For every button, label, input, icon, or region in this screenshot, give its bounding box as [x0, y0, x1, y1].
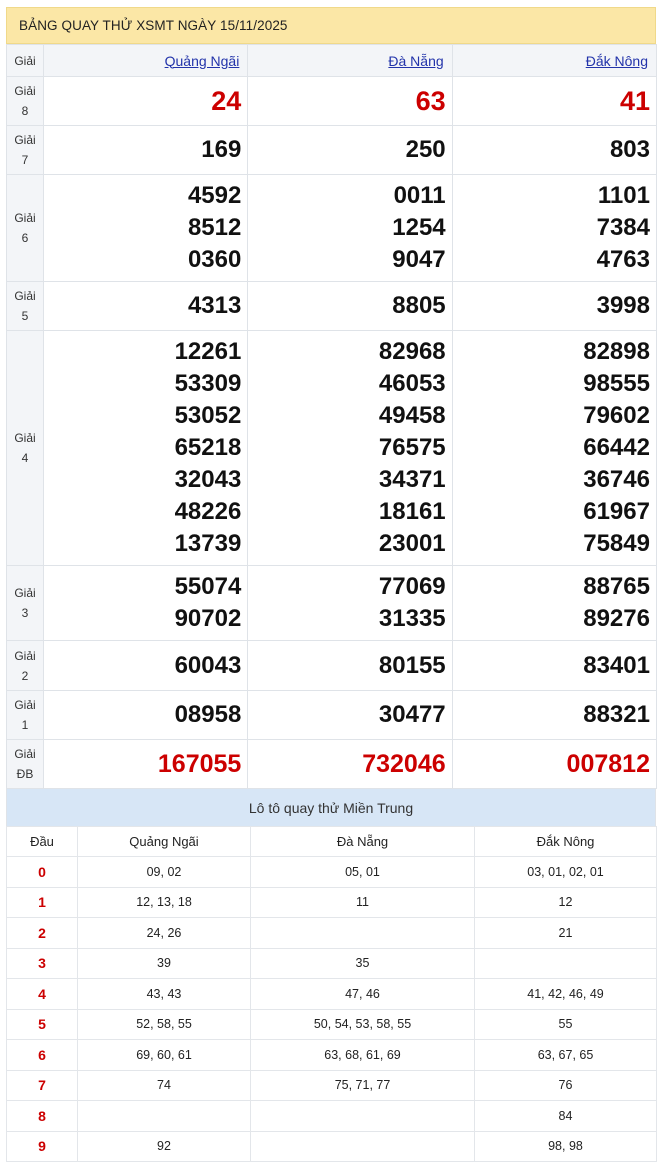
loto-cell: 35 [251, 948, 475, 979]
loto-cell: 84 [475, 1101, 657, 1132]
loto-cell: 50, 54, 53, 58, 55 [251, 1009, 475, 1040]
prize-number: 89276 [583, 605, 650, 632]
prize-row [7, 331, 657, 566]
prize-cell [452, 175, 656, 282]
prize-row [7, 641, 657, 691]
prize-number: 88765 [583, 573, 650, 600]
prize-number: 60043 [174, 651, 242, 679]
prize-row [7, 126, 657, 175]
prize-number: 80155 [378, 651, 446, 679]
prize-label-top: Giải [14, 289, 36, 303]
prize-cell [452, 77, 656, 126]
prize-row [7, 282, 657, 331]
prize-label-top: Giải [14, 84, 36, 98]
prize-number: 77069 [378, 573, 446, 600]
prize-number: 0360 [187, 246, 242, 273]
loto-cell [78, 1101, 251, 1132]
loto-cell: 24, 26 [78, 918, 251, 949]
loto-row [7, 857, 657, 888]
prize-cell [44, 566, 248, 641]
prize-cell [452, 126, 656, 175]
loto-cell: 05, 01 [251, 857, 475, 888]
prize-label [7, 331, 44, 566]
loto-head-digit: 0 [7, 857, 78, 888]
prize-number: 36746 [583, 466, 650, 493]
prize-number: 75849 [583, 530, 650, 557]
loto-head-digit: 1 [7, 887, 78, 918]
prize-number: 61967 [583, 498, 650, 525]
loto-cell [251, 1131, 475, 1162]
prize-cell [248, 282, 452, 331]
prize-cell [44, 641, 248, 691]
loto-cell: 11 [251, 887, 475, 918]
loto-cell: 21 [475, 918, 657, 949]
prize-number: 18161 [378, 498, 446, 525]
prize-cell [44, 282, 248, 331]
prize-number: 63 [415, 86, 446, 116]
loto-cell: 52, 58, 55 [78, 1009, 251, 1040]
prize-label-bottom: 4 [21, 451, 29, 465]
loto-header-da-nang: Đà Nẵng [251, 827, 475, 857]
province-link[interactable]: Quảng Ngãi [164, 52, 240, 69]
prize-number: 1254 [392, 214, 446, 241]
results-header-row [7, 45, 657, 77]
loto-cell: 43, 43 [78, 979, 251, 1010]
loto-cell: 12 [475, 887, 657, 918]
prize-number: 66442 [583, 434, 650, 461]
prize-number: 9047 [392, 246, 446, 273]
province-header-da-nang[interactable] [248, 45, 452, 77]
prize-number: 732046 [362, 750, 446, 778]
prize-row [7, 740, 657, 789]
prize-cell [248, 77, 452, 126]
loto-cell: 41, 42, 46, 49 [475, 979, 657, 1010]
loto-table [6, 826, 657, 1162]
prize-number: 13739 [174, 530, 242, 557]
prize-number: 46053 [378, 370, 446, 397]
prize-label [7, 691, 44, 740]
loto-row [7, 1131, 657, 1162]
prize-label [7, 282, 44, 331]
prize-label-top: Giải [14, 431, 36, 445]
prize-cell [248, 331, 452, 566]
prize-label [7, 175, 44, 282]
results-table [6, 44, 657, 789]
prize-label-top: Giải [14, 211, 36, 225]
prize-number: 169 [201, 136, 242, 163]
loto-cell: 39 [78, 948, 251, 979]
loto-head-digit: 4 [7, 979, 78, 1010]
prize-number: 23001 [378, 530, 446, 557]
loto-cell: 98, 98 [475, 1131, 657, 1162]
loto-row [7, 979, 657, 1010]
prize-number: 49458 [378, 402, 446, 429]
loto-cell [251, 1101, 475, 1132]
prize-number: 76575 [378, 434, 446, 461]
prize-number: 90702 [174, 605, 242, 632]
prize-label-bottom: 8 [21, 104, 29, 118]
prize-number: 4592 [187, 182, 242, 209]
prize-cell [44, 126, 248, 175]
prize-cell [248, 566, 452, 641]
loto-head-digit: 8 [7, 1101, 78, 1132]
prize-label [7, 126, 44, 175]
prize-number: 31335 [378, 605, 446, 632]
prize-cell [248, 740, 452, 789]
province-header-quang-ngai[interactable] [44, 45, 248, 77]
prize-number: 88321 [583, 701, 650, 728]
prize-cell [44, 77, 248, 126]
prize-number: 32043 [174, 466, 242, 493]
prize-number: 803 [609, 136, 650, 163]
loto-cell: 12, 13, 18 [78, 887, 251, 918]
prize-number: 53309 [174, 370, 242, 397]
loto-cell: 55 [475, 1009, 657, 1040]
prize-label-bottom: 7 [21, 153, 29, 167]
prize-label-top: Giải [14, 133, 36, 147]
prize-cell [44, 740, 248, 789]
prize-number: 007812 [566, 750, 650, 778]
loto-cell: 63, 68, 61, 69 [251, 1040, 475, 1071]
prize-label [7, 566, 44, 641]
prize-label-top: Giải [14, 747, 36, 761]
loto-row [7, 887, 657, 918]
loto-row [7, 1070, 657, 1101]
prize-label [7, 77, 44, 126]
loto-cell: 69, 60, 61 [78, 1040, 251, 1071]
prize-label-bottom: ĐB [16, 767, 34, 781]
loto-cell [475, 948, 657, 979]
prize-cell [44, 175, 248, 282]
results-panel [6, 7, 656, 1162]
prize-row [7, 77, 657, 126]
loto-cell: 47, 46 [251, 979, 475, 1010]
loto-head-digit: 5 [7, 1009, 78, 1040]
prize-number: 4313 [187, 292, 242, 319]
loto-cell: 92 [78, 1131, 251, 1162]
prize-cell [452, 331, 656, 566]
prize-number: 7384 [596, 214, 650, 241]
prize-number: 34371 [378, 466, 446, 493]
prize-number: 83401 [583, 651, 650, 679]
loto-cell [251, 918, 475, 949]
prize-number: 250 [405, 136, 446, 163]
prize-row [7, 175, 657, 282]
loto-row [7, 948, 657, 979]
prize-cell [44, 331, 248, 566]
prize-number: 98555 [583, 370, 650, 397]
loto-header-quang-ngai: Quảng Ngãi [78, 827, 251, 857]
header-label: Giải [7, 45, 44, 77]
prize-number: 4763 [596, 246, 650, 273]
prize-cell [452, 566, 656, 641]
loto-row [7, 1009, 657, 1040]
prize-cell [452, 691, 656, 740]
prize-number: 1101 [597, 182, 650, 209]
prize-number: 167055 [157, 750, 242, 778]
prize-cell [248, 691, 452, 740]
prize-cell [452, 740, 656, 789]
loto-row [7, 918, 657, 949]
prize-label-bottom: 5 [21, 309, 29, 323]
prize-row [7, 566, 657, 641]
prize-number: 24 [211, 86, 242, 116]
prize-cell [44, 691, 248, 740]
loto-header-row [7, 827, 657, 857]
prize-number: 0011 [393, 182, 446, 209]
prize-number: 48226 [174, 498, 242, 525]
prize-label-top: Giải [14, 698, 36, 712]
loto-row [7, 1101, 657, 1132]
loto-row [7, 1040, 657, 1071]
prize-label-bottom: 3 [21, 606, 29, 620]
prize-label-bottom: 2 [21, 668, 29, 683]
prize-number: 41 [619, 86, 650, 116]
prize-label [7, 641, 44, 691]
prize-label-top: Giải [14, 648, 36, 663]
province-link[interactable]: Đà Nẵng [388, 52, 444, 69]
prize-number: 55074 [174, 573, 242, 600]
loto-head-digit: 9 [7, 1131, 78, 1162]
prize-number: 3998 [596, 292, 650, 319]
prize-row [7, 691, 657, 740]
prize-number: 65218 [174, 434, 242, 461]
prize-number: 53052 [174, 402, 242, 429]
loto-header-dau: Đầu [7, 827, 78, 857]
loto-cell: 75, 71, 77 [251, 1070, 475, 1101]
loto-head-digit: 2 [7, 918, 78, 949]
prize-label [7, 740, 44, 789]
prize-cell [248, 126, 452, 175]
prize-cell [248, 175, 452, 282]
prize-number: 8805 [392, 292, 446, 319]
loto-head-digit: 3 [7, 948, 78, 979]
loto-cell: 76 [475, 1070, 657, 1101]
prize-label-bottom: 1 [21, 718, 29, 732]
prize-cell [248, 641, 452, 691]
prize-number: 30477 [378, 701, 446, 728]
page-title: BẢNG QUAY THỬ XSMT NGÀY 15/11/2025 [6, 7, 656, 44]
prize-cell [452, 641, 656, 691]
loto-cell: 63, 67, 65 [475, 1040, 657, 1071]
prize-number: 82898 [583, 338, 650, 365]
prize-number: 82968 [378, 338, 446, 365]
province-link[interactable]: Đắk Nông [585, 52, 648, 69]
prize-cell [452, 282, 656, 331]
prize-label-top: Giải [14, 586, 36, 600]
prize-number: 08958 [174, 701, 242, 728]
prize-number: 8512 [187, 214, 242, 241]
loto-title: Lô tô quay thử Miền Trung [6, 789, 656, 826]
prize-label-bottom: 6 [21, 231, 29, 245]
loto-head-digit: 6 [7, 1040, 78, 1071]
loto-cell: 03, 01, 02, 01 [475, 857, 657, 888]
loto-head-digit: 7 [7, 1070, 78, 1101]
prize-number: 12261 [174, 338, 242, 365]
loto-cell: 74 [78, 1070, 251, 1101]
province-header-dak-nong[interactable] [452, 45, 656, 77]
prize-number: 79602 [583, 402, 650, 429]
loto-header-dak-nong: Đắk Nông [475, 827, 657, 857]
loto-cell: 09, 02 [78, 857, 251, 888]
